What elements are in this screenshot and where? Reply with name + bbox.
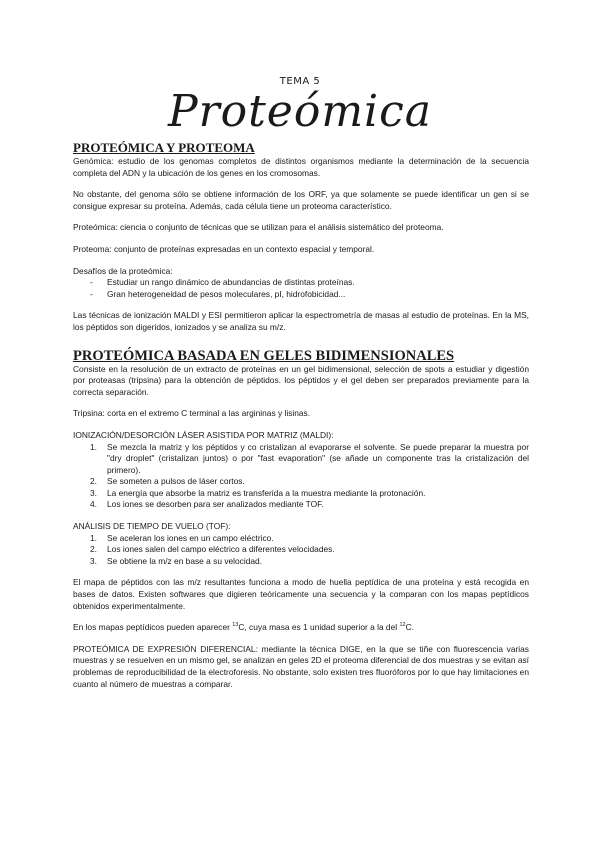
list-item: 1. Se aceleran los iones en un campo eléctrico. (90, 532, 274, 543)
maldi-steps-list (73, 442, 529, 512)
tof-title: ANÁLISIS DE TIEMPO DE VUELO (TOF): (73, 521, 231, 532)
maldi-title: IONIZACIÓN/DESORCIÓN LÁSER ASISTIDA POR MATRIZ (MALDI): (73, 429, 334, 440)
section-heading-proteomica: PROTEÓMICA Y PROTEOMA (73, 140, 255, 155)
list-item: 3. La energía que absorbe la matriz es transferida a la muestra mediante la protonación. (90, 487, 426, 498)
tof-steps-list (73, 533, 529, 568)
paragraph-dige: PROTEÓMICA DE EXPRESIÓN DIFERENCIAL: mediante la técnica DIGE, en la que se tiñe con fluorescencia varias muestras y se resuelven en un mismo gel, se analizan en geles 2D el proteoma diferencial de dos muestras y se evitan así problemas de reproducibilidad de la electroforesis. No obstante, solo existen tres fluoróforos por lo que hay limitaciones en cuanto al número de muestras a comparar. (73, 643, 529, 689)
paragraph-mapa: El mapa de péptidos con las m/z resultantes funciona a modo de huella peptídica de una proteína y está recogida en bases de datos. Existen softwares que digieren teóricamente una secuencia y la comparan con los mapas peptídicos obtenidos experimentalmente. (73, 577, 529, 611)
list-item: 1. Se mezcla la matriz y los péptidos y co cristalizan al evaporarse el solvente. Se puede preparar la muestra por "dry droplet" (cristalizan juntos) o por "fast evaporation" (se añade un componente tras la cristalización del primero). (90, 441, 529, 475)
paragraph-geles-intro: Consiste en la resolución de un extracto de proteínas en un gel bidimensional, selección de spots a estudiar y digestión por proteasas (tripsina) para la obtención de péptidos. los péptidos y el gel deben ser preparados previamente para la correcta separación. (73, 363, 529, 397)
desafios-list (73, 277, 529, 300)
page-title: Proteómica (167, 86, 432, 137)
list-item: 3. Se obtiene la m/z en base a su velocidad. (90, 555, 263, 566)
paragraph-genomica: Genómica: estudio de los genomas completos de distintos organismos mediante la determinación de la secuencia completa del ADN y la ubicación de los genes en los cromosomas. (73, 156, 529, 178)
paragraph-tecnicas: Las técnicas de ionización MALDI y ESI permitieron aplicar la espectrometría de masas al estudio de proteínas. En la MS, los péptidos son digeridos, ionizados y se analiza su m/z. (73, 310, 529, 332)
paragraph-tripsina: Tripsina: corta en el extremo C terminal a las argininas y lisinas. (73, 408, 311, 419)
paragraph-isotopo: En los mapas peptídicos pueden aparecer $^{13}$C, cuya masa es 1 unidad superior a la del $^{12}$C. (73, 622, 414, 633)
list-item: 2. Los iones salen del campo eléctrico a diferentes velocidades. (90, 544, 335, 555)
paragraph-proteomica-def: Proteómica: ciencia o conjunto de técnicas que se utilizan para el análisis sistemático del proteoma. (73, 222, 444, 233)
desafios-title: Desafíos de la proteómica: (73, 265, 173, 276)
list-item: 2. Se someten a pulsos de láser cortos. (90, 476, 245, 487)
list-item: 4. Los iones se desorben para ser analizados mediante TOF. (90, 499, 324, 510)
section-heading-geles: PROTEÓMICA BASADA EN GELES BIDIMENSIONALES (73, 347, 455, 364)
paragraph-no-obstante: No obstante, del genoma sólo se obtiene información de los ORF, ya que solamente se puede identificar un gen si se consigue expresar su proteína. Además, cada célula tiene un proteoma característico. (73, 189, 529, 211)
paragraph-proteoma-def: Proteoma: conjunto de proteínas expresadas en un contexto espacial y temporal. (73, 243, 375, 254)
list-item: - Gran heterogeneidad de pesos moleculares, pI, hidrofobicidad... (90, 288, 346, 299)
topic-label: TEMA 5 (279, 76, 321, 87)
document-body (73, 140, 529, 690)
list-item: - Estudiar un rango dinámico de abundancias de distintas proteínas. (90, 277, 355, 288)
